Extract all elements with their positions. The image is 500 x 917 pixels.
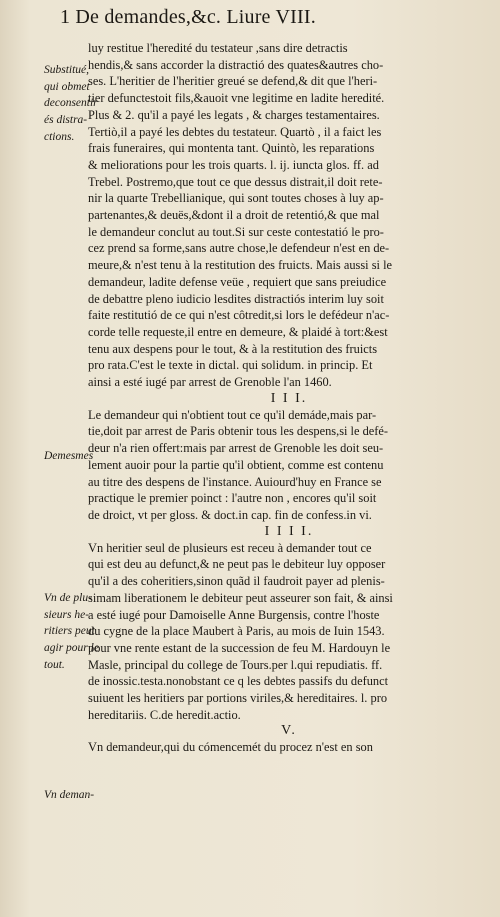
section-number: I I I I. [264, 523, 314, 539]
paragraph-1 [88, 40, 490, 391]
margin-line: sieurs he- [44, 608, 90, 621]
margin-line: qui obmet [44, 80, 90, 93]
text-line: le demandeur conclut au tout.Si sur ceste contestatió le pro- [88, 224, 384, 239]
text-line: lement auoir pour la partie qu'il obtient, comme est contenu [88, 457, 384, 472]
text-line: Masle, principal du college de Tours.per l.qui repudiatis. ff. [88, 657, 383, 672]
margin-note-substitue [44, 62, 98, 146]
paragraph-4 [88, 739, 490, 756]
text-line: tier defunctestoit fils,&auoit vne legitime en ladite heredité. [88, 91, 385, 106]
text-line: deur n'a rien offert:mais par arrest de Grenoble les doit seu- [88, 441, 384, 456]
text-line: suiuent les heritiers par portions viriles,& hereditaires. l. pro [88, 691, 388, 706]
text-line: luy restitue l'heredité du testateur ,sans dire detractis [88, 41, 348, 55]
text-line: ainsi a esté iugé par arrest de Grenoble l'an 1460. [88, 375, 332, 390]
margin-line: agir pour le [44, 642, 99, 655]
text-line: Tertiò,il a payé les debtes du testateur. Quartò , il a faict les [88, 124, 382, 139]
text-line: faite restitutió de ce qui n'est côtredit,si lors le defédeur n'ac- [88, 308, 390, 323]
text-line: frais funeraires, qui montenta tant. Quintò, les reparations [88, 141, 375, 156]
text-line: de inossic.testa.nonobstant ce q les debtes passifs du defunct [88, 674, 389, 689]
text-line: a esté iugé pour Damoiselle Anne Burgensis, contre l'hoste [88, 607, 380, 622]
text-line: Vn demandeur,qui du cómencemét du procez n'est en son [88, 740, 373, 755]
text-line: du cygne de la place Maubert à Paris, au mois de Iuin 1543. [88, 624, 385, 639]
margin-line: deconsentir [44, 97, 98, 110]
margin-line: Vn deman- [44, 789, 95, 801]
text-line: nir la quarte Trebellianique, qui sont toutes choses à luy ap- [88, 191, 384, 206]
text-line: hendis,& sans accorder la distractió des quates&autres cho- [88, 57, 384, 72]
text-line: simam liberationem le debiteur peut asseurer son fait, & ainsi [88, 590, 393, 605]
margin-note-heritier [44, 590, 99, 674]
text-line: tie,doit par arrest de Paris obtenir tous les despens,si le defé- [88, 424, 389, 439]
text-line: & meliorations pour les trois quarts. l. ij. iuncta glos. ff. ad [88, 157, 379, 172]
text-line: pro rata.C'est le texte in dictal. qui solidum. in princip. Et [88, 358, 373, 373]
text-line: Vn heritier seul de plusieurs est receu à demander tout ce [88, 540, 372, 555]
text-line: meure,& n'est tenu à la restitution des fruicts. Mais aussi si le [88, 258, 393, 273]
margin-line: Demesmes [44, 450, 94, 462]
section-number: V. [281, 723, 297, 739]
margin-note-demandeur [44, 787, 95, 804]
text-line: de debattre pleno iudicio lesdites distractiós interim luy soit [88, 291, 384, 306]
text-line: hereditariis. C.de heredit.actio. [88, 707, 241, 722]
margin-line: ritiers peut [44, 625, 95, 638]
text-line: corde telle requeste,il entre en demeure, & plaidé à tort:&est [88, 324, 388, 339]
body-text [88, 40, 490, 756]
paragraph-3 [88, 540, 490, 724]
margin-line: ctions. [44, 130, 75, 143]
text-line: qu'il a des coheritiers,sinon quãd il faudroit payer ad plenis- [88, 574, 385, 589]
margin-line: Vn de plu- [44, 592, 92, 604]
text-line: au titre des despens de l'instance. Auiourd'huy en France se [88, 474, 382, 489]
text-line: cez prend sa forme,sans autre chose,le defendeur n'est en de- [88, 241, 390, 256]
margin-line: és distra- [44, 114, 88, 127]
section-number: I I I. [270, 390, 308, 406]
text-line: de droict, vt per gloss. & doct.in cap. fin de confess.in vi. [88, 507, 372, 522]
text-line: demandeur, ladite defense veüe , requiert que sans preiudice [88, 274, 387, 289]
text-line: pour vne rente estant de la succession de feu M. Hardouyn le [88, 640, 391, 655]
text-line: ses. L'heritier de l'heritier greué se defend,& dit que l'heri- [88, 74, 378, 89]
paragraph-2 [88, 407, 490, 524]
text-line: qui est deu au defunct,& ne peut pas le debiteur luy opposer [88, 557, 386, 572]
text-line: Trebel. Postremo,que tout ce que dessus distrait,il doit rete- [88, 174, 383, 189]
page-header: 1 De demandes,&c. Liure VIII. [60, 6, 316, 28]
margin-line: tout. [44, 658, 65, 671]
margin-line: Substitué, [44, 64, 90, 76]
text-line: partenantes,& deuës,&dont il a droit de retentió,& que mal [88, 208, 380, 223]
margin-note-demesmes [44, 448, 94, 465]
text-line: tenu aux despens pour le tout, & à la restitution des fruicts [88, 341, 378, 356]
text-line: practique le premier poinct : l'autre non , encores qu'il soit [88, 491, 377, 506]
text-line: Plus & 2. qu'il a payé les legats , & charges testamentaires. [88, 107, 380, 122]
text-line: Le demandeur qui n'obtient tout ce qu'il demáde,mais par- [88, 407, 377, 422]
